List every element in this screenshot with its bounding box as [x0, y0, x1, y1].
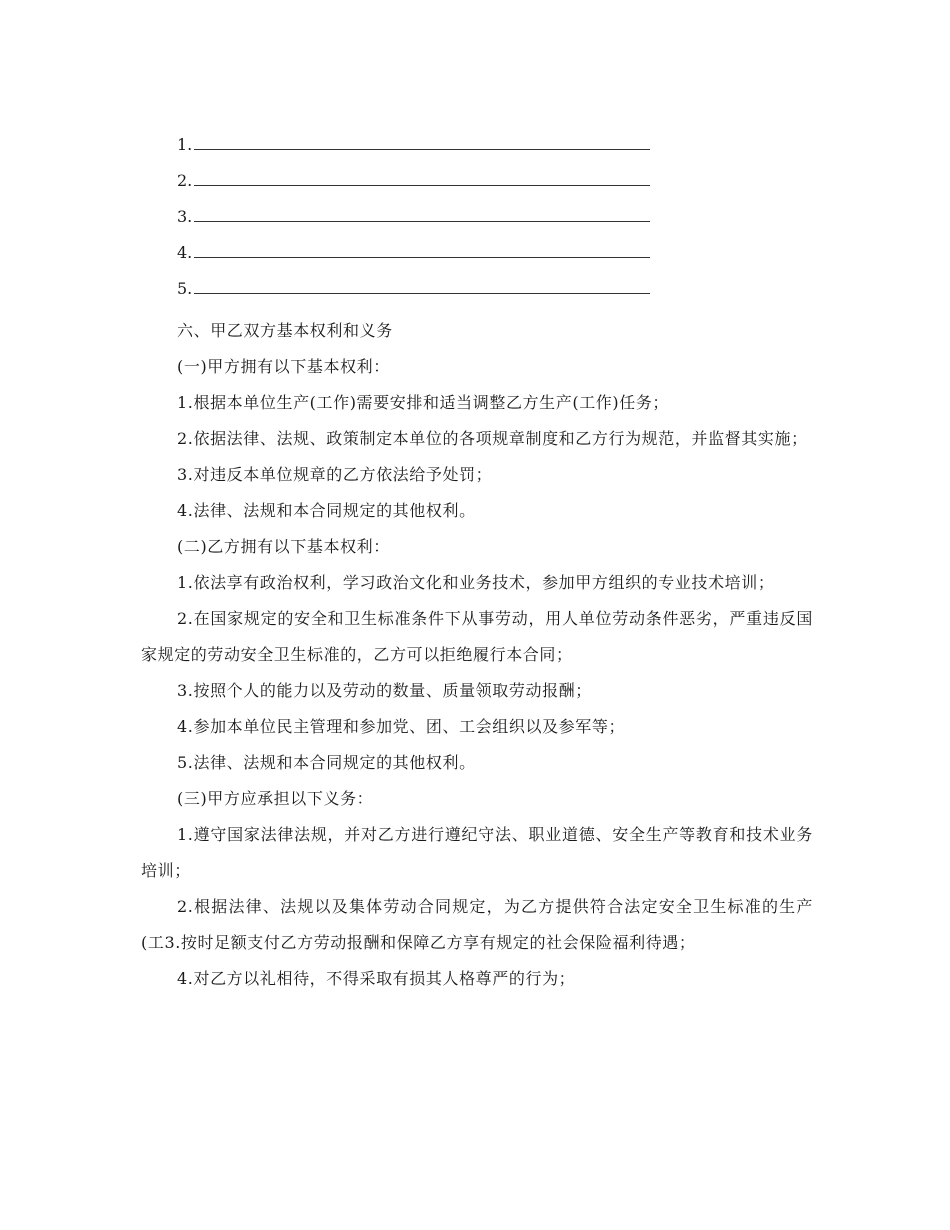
section-heading: 六、甲乙双方基本权利和义务 — [177, 321, 393, 340]
clause: 2.依据法律、法规、政策制定本单位的各项规章制度和乙方行为规范，并监督其实施； — [177, 429, 808, 448]
blank-item-number: 2. — [177, 171, 193, 190]
clause: 1.依法享有政治权利，学习政治文化和业务技术，参加甲方组织的专业技术培训； — [177, 573, 775, 592]
clause: 2.在国家规定的安全和卫生标准条件下从事劳动，用人单位劳动条件恶劣，严重违反国家规定的劳动安全卫生标准的，乙方可以拒绝履行本合同； — [141, 609, 813, 664]
blank-item-1 — [177, 133, 650, 157]
clause: 4.法律、法规和本合同规定的其他权利。 — [177, 501, 476, 520]
fill-in-line — [194, 277, 650, 294]
clause: 1.遵守国家法律法规，并对乙方进行遵纪守法、职业道德、安全生产等教育和技术业务培训； — [141, 825, 813, 880]
fill-in-line — [194, 205, 650, 222]
contract-body — [141, 313, 813, 997]
blank-item-number: 3. — [177, 207, 193, 226]
blank-item-number: 4. — [177, 243, 193, 262]
fill-in-line — [194, 241, 650, 258]
fill-in-line — [194, 169, 650, 186]
blank-item-3 — [177, 205, 650, 229]
subsection-heading: (二)乙方拥有以下基本权利： — [177, 537, 390, 556]
clause: 4.对乙方以礼相待，不得采取有损其人格尊严的行为； — [177, 969, 576, 988]
clause: 5.法律、法规和本合同规定的其他权利。 — [177, 753, 476, 772]
fill-in-line — [194, 133, 650, 150]
clause: 1.根据本单位生产(工作)需要安排和适当调整乙方生产(工作)任务； — [177, 393, 670, 412]
subsection-heading: (三)甲方应承担以下义务： — [177, 789, 374, 808]
blank-item-number: 1. — [177, 135, 193, 154]
subsection-heading: (一)甲方拥有以下基本权利： — [177, 357, 390, 376]
blank-item-5 — [177, 277, 650, 301]
blank-item-2 — [177, 169, 650, 193]
blank-item-number: 5. — [177, 279, 193, 298]
clause: 4.参加本单位民主管理和参加党、团、工会组织以及参军等； — [177, 717, 626, 736]
blank-item-4 — [177, 241, 650, 265]
clause: 3.按照个人的能力以及劳动的数量、质量领取劳动报酬； — [177, 681, 592, 700]
clause: 3.对违反本单位规章的乙方依法给予处罚； — [177, 465, 493, 484]
clause: 2.根据法律、法规以及集体劳动合同规定，为乙方提供符合法定安全卫生标准的生产(工3.按时足额支付乙方劳动报酬和保障乙方享有规定的社会保险福利待遇； — [141, 897, 813, 952]
